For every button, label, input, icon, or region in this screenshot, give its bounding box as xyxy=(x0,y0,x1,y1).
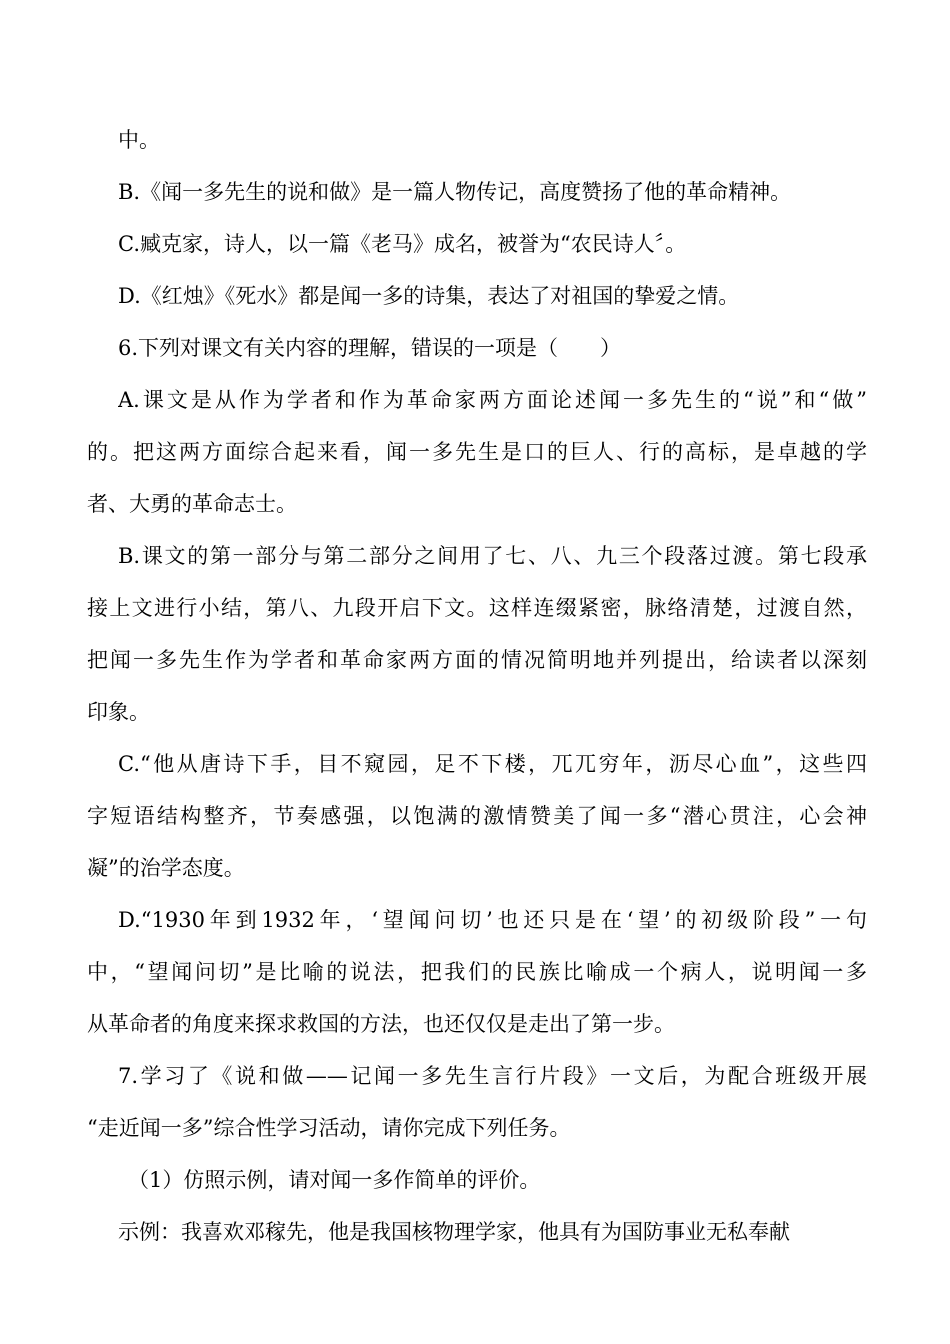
q6-option-d-line: D.“1930年到1932年，‘望闻问切’也还只是在‘望’的初级阶段”一句 xyxy=(118,908,867,932)
q6-option-a-line: 者、大勇的革命志士。 xyxy=(87,492,297,516)
question-7-stem: 7.学习了《说和做——记闻一多先生言行片段》一文后，为配合班级开展 xyxy=(118,1064,867,1088)
q6-option-b-line: 印象。 xyxy=(87,700,150,724)
option-c-line: C.臧克家，诗人，以一篇《老马》成名，被誉为“农民诗人〞。 xyxy=(118,232,687,256)
q6-option-c-line: 凝”的治学态度。 xyxy=(87,856,245,880)
question-7-stem: “走近闻一多”综合性学习活动，请你完成下列任务。 xyxy=(87,1116,571,1140)
q6-option-a-line: A.课文是从作为学者和作为革命家两方面论述闻一多先生的“说”和“做” xyxy=(118,388,867,412)
q6-option-b-line: B.课文的第一部分与第二部分之间用了七、八、九三个段落过渡。第七段承 xyxy=(118,544,867,568)
q6-option-b-line: 把闻一多先生作为学者和革命家两方面的情况简明地并列提出，给读者以深刻 xyxy=(87,648,867,672)
q6-option-b-line: 接上文进行小结，第八、九段开启下文。这样连缀紧密，脉络清楚，过渡自然， xyxy=(87,596,867,620)
text-line: 中。 xyxy=(118,128,160,152)
option-d-line: D.《红烛》《死水》都是闻一多的诗集，表达了对祖国的挚爱之情。 xyxy=(118,284,740,308)
q6-option-d-line: 从革命者的角度来探求救国的方法，也还仅仅是走出了第一步。 xyxy=(87,1012,675,1036)
task-1-prompt: （1）仿照示例，请对闻一多作简单的评价。 xyxy=(128,1168,541,1192)
question-6-stem: 6.下列对课文有关内容的理解，错误的一项是（ ） xyxy=(118,336,622,360)
q6-option-a-line: 的。把这两方面综合起来看，闻一多先生是口的巨人、行的高标，是卓越的学 xyxy=(87,440,867,464)
example-line: 示例：我喜欢邓稼先，他是我国核物理学家，他具有为国防事业无私奉献 xyxy=(118,1220,790,1244)
q6-option-c-line: C.“他从唐诗下手，目不窥园，足不下楼，兀兀穷年，沥尽心血”，这些四 xyxy=(118,752,867,776)
q6-option-d-line: 中，“望闻问切”是比喻的说法，把我们的民族比喻成一个病人，说明闻一多 xyxy=(87,960,867,984)
option-b-line: B.《闻一多先生的说和做》是一篇人物传记，高度赞扬了他的革命精神。 xyxy=(118,180,792,204)
q6-option-c-line: 字短语结构整齐，节奏感强，以饱满的激情赞美了闻一多“潜心贯注，心会神 xyxy=(87,804,867,828)
